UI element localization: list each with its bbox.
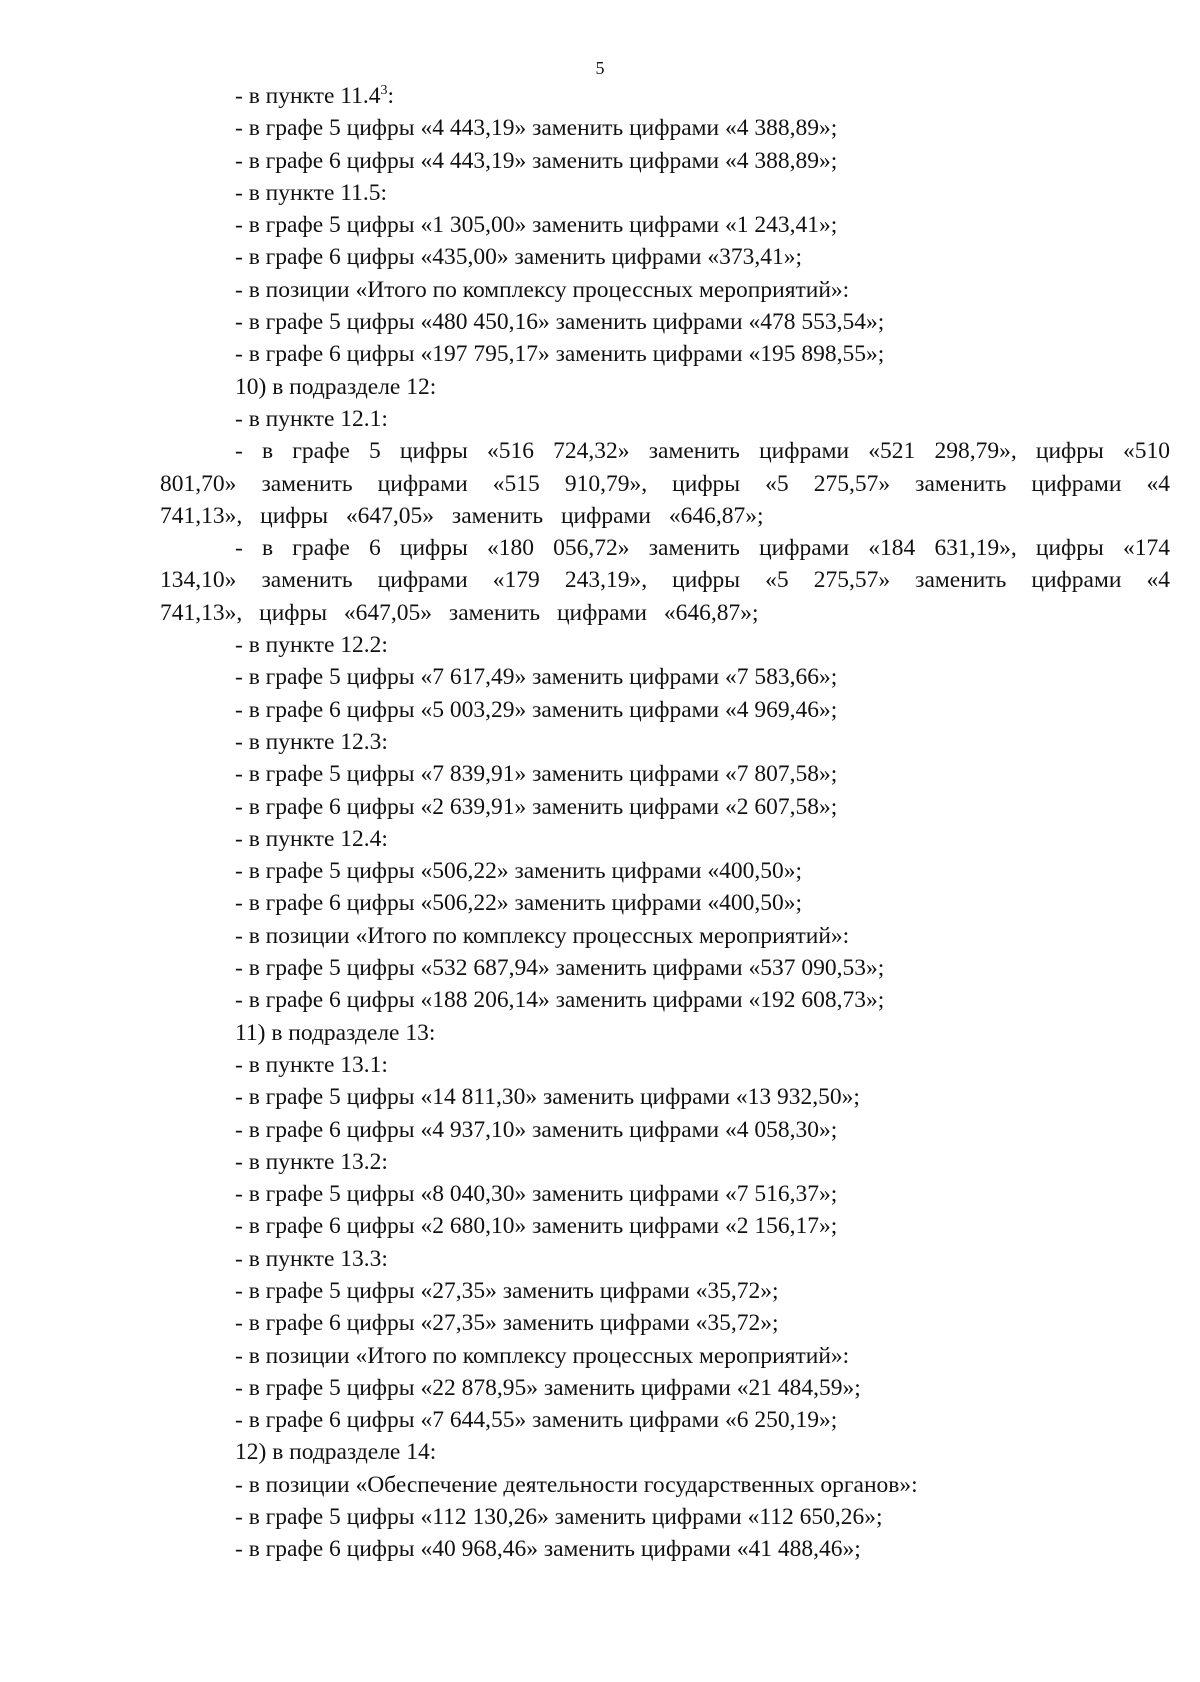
document-line <box>160 80 1170 112</box>
line-text: - в графе 6 цифры «188 206,14» заменить цифрами «192 608,73»; <box>235 987 885 1014</box>
document-line <box>160 952 1170 984</box>
document-line <box>160 887 1170 919</box>
line-text: - в пункте 13.2: <box>235 1148 388 1175</box>
line-text: - в пункте 13.1: <box>235 1051 388 1078</box>
document-line <box>160 1372 1170 1404</box>
line-text: 11) в подразделе 13: <box>235 1019 436 1046</box>
document-line <box>160 629 1170 661</box>
line-text: - в графе 6 цифры «5 003,29» заменить цифрами «4 969,46»; <box>235 696 838 723</box>
line-text: - в пункте 12.2: <box>235 632 388 659</box>
document-line <box>160 1081 1170 1113</box>
line-text: 12) в подразделе 14: <box>235 1439 437 1466</box>
line-text: - в графе 6 цифры «2 680,10» заменить цифрами «2 156,17»; <box>235 1213 838 1240</box>
document-line <box>160 984 1170 1016</box>
line-text: - в пункте 12.4: <box>235 825 388 852</box>
line-text: 10) в подразделе 12: <box>235 373 437 400</box>
line-text: - в графе 6 цифры «506,22» заменить цифрами «400,50»; <box>235 890 803 917</box>
document-line <box>160 403 1170 435</box>
line-text: - в графе 6 цифры «4 443,19» заменить цифрами «4 388,89»; <box>235 147 838 174</box>
document-line <box>160 823 1170 855</box>
line-text: - в графе 5 цифры «27,35» заменить цифрами «35,72»; <box>235 1277 779 1304</box>
line-text: - в графе 5 цифры «516 724,32» заменить цифрами «521 298,79», цифры «510 801,70» заменить цифрами «515 910,79», цифры «5 275,57» заменить цифрами «4 741,13», цифры «647,05» заменить цифрами «646,87»; <box>160 438 1170 529</box>
line-text: - в графе 6 цифры «40 968,46» заменить цифрами «41 488,46»; <box>235 1536 861 1563</box>
line-text: - в графе 5 цифры «7 839,91» заменить цифрами «7 807,58»; <box>235 761 838 788</box>
line-text: - в графе 5 цифры «532 687,94» заменить цифрами «537 090,53»; <box>235 955 885 982</box>
document-line <box>160 791 1170 823</box>
line-text: - в графе 6 цифры «2 639,91» заменить цифрами «2 607,58»; <box>235 793 838 820</box>
line-text: - в графе 5 цифры «112 130,26» заменить цифрами «112 650,26»; <box>235 1504 883 1531</box>
line-text: - в пункте 12.1: <box>235 405 388 432</box>
document-line <box>160 1469 1170 1501</box>
page-number: 5 <box>595 58 605 78</box>
line-tail: : <box>387 83 395 109</box>
line-text: - в графе 5 цифры «4 443,19» заменить цифрами «4 388,89»; <box>235 115 838 142</box>
document-line <box>160 1275 1170 1307</box>
document-line <box>160 1017 1170 1049</box>
document-line <box>160 1501 1170 1533</box>
line-text: - в графе 5 цифры «1 305,00» заменить цифрами «1 243,41»; <box>235 212 838 239</box>
document-body <box>160 80 1170 1566</box>
line-text: - в позиции «Обеспечение деятельности государственных органов»: <box>235 1471 918 1498</box>
line-text: - в графе 5 цифры «22 878,95» заменить цифрами «21 484,59»; <box>235 1374 861 1401</box>
line-text: - в графе 6 цифры «180 056,72» заменить цифрами «184 631,19», цифры «174 134,10» заменить цифрами «179 243,19», цифры «5 275,57» заменить цифрами «4 741,13», цифры «647,05» заменить цифрами «646,87»; <box>160 535 1170 626</box>
document-paragraph <box>160 435 1170 532</box>
line-text: - в графе 5 цифры «7 617,49» заменить цифрами «7 583,66»; <box>235 664 838 691</box>
document-line <box>160 758 1170 790</box>
line-text: - в графе 6 цифры «27,35» заменить цифрами «35,72»; <box>235 1310 779 1337</box>
document-line <box>160 338 1170 370</box>
line-text: - в графе 5 цифры «8 040,30» заменить цифрами «7 516,37»; <box>235 1181 838 1208</box>
superscript: 3 <box>380 83 388 99</box>
document-line <box>160 1114 1170 1146</box>
line-text: - в графе 5 цифры «480 450,16» заменить цифрами «478 553,54»; <box>235 309 885 336</box>
document-line <box>160 1404 1170 1436</box>
document-line <box>160 726 1170 758</box>
line-text: - в графе 6 цифры «4 937,10» заменить цифрами «4 058,30»; <box>235 1116 838 1143</box>
document-line <box>160 1210 1170 1242</box>
line-text: - в графе 6 цифры «197 795,17» заменить цифрами «195 898,55»; <box>235 341 885 368</box>
document-line <box>160 177 1170 209</box>
document-line <box>160 855 1170 887</box>
line-text: - в позиции «Итого по комплексу процессных мероприятий»: <box>235 922 850 949</box>
line-text: - в графе 5 цифры «14 811,30» заменить цифрами «13 932,50»; <box>235 1084 860 1111</box>
document-line <box>160 1340 1170 1372</box>
document-line <box>160 1146 1170 1178</box>
line-text: - в позиции «Итого по комплексу процессных мероприятий»: <box>235 276 850 303</box>
document-line <box>160 1307 1170 1339</box>
document-line <box>160 1049 1170 1081</box>
line-text: - в пункте 11.5: <box>235 179 388 206</box>
document-line <box>160 920 1170 952</box>
document-line <box>160 241 1170 273</box>
line-text: - в пункте 11.4 <box>235 83 381 109</box>
document-line <box>160 1243 1170 1275</box>
document-line <box>160 145 1170 177</box>
line-text: - в пункте 12.3: <box>235 728 388 755</box>
document-line <box>160 1436 1170 1468</box>
line-text: - в позиции «Итого по комплексу процессных мероприятий»: <box>235 1342 850 1369</box>
document-line <box>160 661 1170 693</box>
document-line <box>160 112 1170 144</box>
line-text: - в графе 5 цифры «506,22» заменить цифрами «400,50»; <box>235 858 803 885</box>
document-line <box>160 371 1170 403</box>
document-line <box>160 1533 1170 1565</box>
document-line <box>160 209 1170 241</box>
line-text: - в графе 6 цифры «7 644,55» заменить цифрами «6 250,19»; <box>235 1407 838 1434</box>
document-line <box>160 306 1170 338</box>
line-text: - в графе 6 цифры «435,00» заменить цифрами «373,41»; <box>235 244 803 271</box>
document-line <box>160 274 1170 306</box>
document-line <box>160 694 1170 726</box>
document-line <box>160 1178 1170 1210</box>
document-paragraph <box>160 532 1170 629</box>
line-text: - в пункте 13.3: <box>235 1245 388 1272</box>
